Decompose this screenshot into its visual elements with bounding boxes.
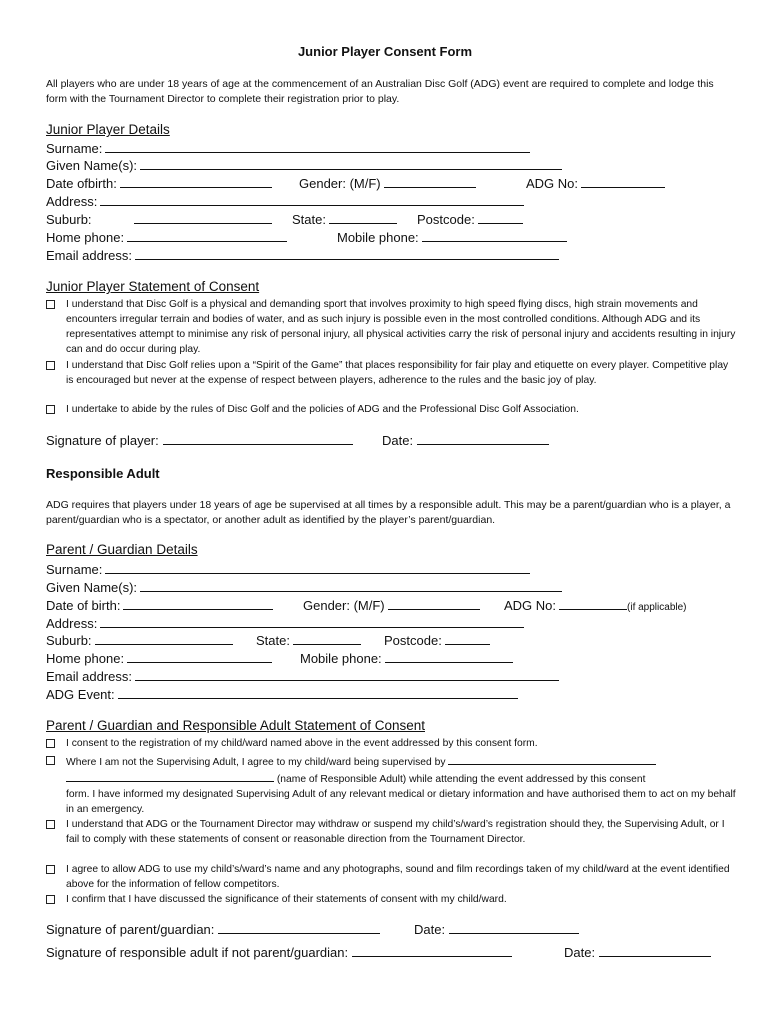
checkbox[interactable]	[46, 820, 55, 829]
date-label: Date:	[414, 922, 446, 937]
home-phone-line[interactable]	[127, 650, 272, 663]
signature-label: Signature of parent/guardian:	[46, 922, 215, 937]
adg-no-line[interactable]	[581, 175, 665, 188]
consent-text: I agree to allow ADG to use my child’s/ward’s name and any photographs, sound and film recordings taken of my child/ward at the event identified above for the information of fellow competitors.	[66, 864, 730, 890]
responsible-adult-text: ADG requires that players under 18 years of age be supervised at all times by a responsible adult. This may be a parent/guardian who is a player, a parent/guardian who is a spectator, or another adult as identified by the player’s parent/guardian.	[46, 499, 731, 526]
form-title: Junior Player Consent Form	[297, 44, 473, 59]
junior-surname-field[interactable]	[46, 140, 530, 156]
parent-address-field[interactable]	[46, 615, 524, 631]
signature-line[interactable]	[163, 433, 353, 445]
junior-adg-no-field[interactable]	[526, 175, 665, 191]
adg-event-line[interactable]	[118, 686, 518, 699]
consent-text: I undertake to abide by the rules of Disc Golf and the policies of ADG and the Professional Disc Golf Association.	[66, 404, 579, 415]
checkbox[interactable]	[46, 405, 55, 414]
field-label: ADG Event:	[46, 687, 115, 702]
signature-line[interactable]	[352, 945, 512, 957]
address-line[interactable]	[100, 615, 524, 628]
parent-dob-field[interactable]	[46, 597, 273, 613]
surname-line[interactable]	[105, 561, 530, 574]
field-label: Gender: (M/F)	[299, 176, 381, 191]
field-label: Postcode:	[384, 633, 442, 648]
responsible-adult-name-line-2[interactable]	[66, 770, 274, 782]
given-names-line[interactable]	[140, 579, 562, 592]
parent-consent-item-4	[46, 862, 736, 892]
parent-consent-heading: Parent / Guardian and Responsible Adult Statement of Consent	[46, 718, 425, 733]
junior-consent-heading: Junior Player Statement of Consent	[46, 279, 260, 294]
parent-email-field[interactable]	[46, 668, 559, 684]
checkbox[interactable]	[46, 865, 55, 874]
date-line[interactable]	[417, 433, 549, 445]
date-line[interactable]	[599, 945, 711, 957]
checkbox[interactable]	[46, 300, 55, 309]
consent-text: I understand that Disc Golf relies upon a “Spirit of the Game” that places responsibility for fair play and etiquette on every player. Competitive play is encouraged but never at the expense of respect between players, adherence to the rules and the basic joy of play.	[66, 360, 729, 386]
given-names-line[interactable]	[140, 157, 562, 170]
responsible-adult-name-line[interactable]	[448, 753, 656, 765]
postcode-line[interactable]	[478, 211, 523, 224]
field-label: Date of birth:	[46, 598, 121, 613]
mobile-phone-line[interactable]	[385, 650, 513, 663]
field-label: Mobile phone:	[300, 651, 382, 666]
date-line[interactable]	[449, 922, 579, 934]
consent-text-end: form. I have informed my designated Supervising Adult of any relevant medical or dietary information and have authorised them to act on my behalf in an emergency.	[66, 789, 736, 815]
gender-line[interactable]	[384, 175, 476, 188]
suburb-line[interactable]	[134, 211, 272, 224]
junior-details-heading: Junior Player Details	[46, 122, 170, 137]
junior-state-field[interactable]	[292, 211, 397, 227]
checkbox[interactable]	[46, 361, 55, 370]
field-label: Home phone:	[46, 230, 125, 245]
junior-consent-item-1	[46, 297, 736, 357]
consent-text: I understand that ADG or the Tournament Director may withdraw or suspend my child’s/ward’s registration should they, the Supervising Adult, or I fail to comply with these statements of consent or reasonable direction from the Tournament Director.	[66, 819, 725, 845]
state-line[interactable]	[329, 211, 397, 224]
parent-mobile-phone-field[interactable]	[300, 650, 513, 666]
parent-home-phone-field[interactable]	[46, 650, 272, 666]
field-label: State:	[292, 212, 326, 227]
field-label: Surname:	[46, 562, 103, 577]
parent-consent-item-3	[46, 817, 736, 847]
parent-state-field[interactable]	[256, 632, 361, 648]
field-label: Suburb:	[46, 212, 92, 227]
adg-no-line[interactable]	[559, 597, 627, 610]
home-phone-line[interactable]	[127, 229, 287, 242]
junior-postcode-field[interactable]	[417, 211, 523, 227]
signature-label: Signature of player:	[46, 433, 159, 448]
field-label: Suburb:	[46, 633, 92, 648]
signature-label: Signature of responsible adult if not parent/guardian:	[46, 945, 349, 960]
junior-suburb-field[interactable]	[46, 211, 272, 227]
consent-text-start: Where I am not the Supervising Adult, I agree to my child/ward being supervised by	[66, 757, 446, 768]
suburb-line[interactable]	[95, 632, 233, 645]
junior-gender-field[interactable]	[299, 175, 476, 191]
junior-home-phone-field[interactable]	[46, 229, 287, 245]
parent-consent-item-2	[46, 753, 736, 817]
field-label: Email address:	[46, 669, 132, 684]
field-label: ADG No:	[526, 176, 579, 191]
parent-surname-field[interactable]	[46, 561, 530, 577]
email-line[interactable]	[135, 668, 559, 681]
parent-given-names-field[interactable]	[46, 579, 562, 595]
field-label: Address:	[46, 616, 98, 631]
junior-address-field[interactable]	[46, 193, 524, 209]
junior-given-names-field[interactable]	[46, 157, 562, 173]
responsible-adult-date-field[interactable]	[564, 945, 711, 960]
junior-consent-item-3	[46, 402, 736, 417]
parent-signature-field[interactable]	[46, 922, 380, 937]
parent-date-field[interactable]	[414, 922, 579, 937]
field-label: Surname:	[46, 141, 103, 156]
address-line[interactable]	[100, 193, 524, 206]
signature-line[interactable]	[218, 922, 380, 934]
parent-adg-event-field[interactable]	[46, 686, 518, 702]
field-label: Address:	[46, 194, 98, 209]
junior-email-field[interactable]	[46, 247, 559, 263]
parent-details-heading: Parent / Guardian Details	[46, 542, 198, 557]
consent-text	[66, 753, 736, 817]
gender-line[interactable]	[388, 597, 480, 610]
if-applicable-note: (if applicable)	[627, 602, 687, 613]
dob-line[interactable]	[123, 597, 273, 610]
date-label: Date:	[382, 433, 414, 448]
parent-consent-item-5	[46, 892, 736, 907]
dob-line[interactable]	[120, 175, 272, 188]
player-date-field[interactable]	[382, 433, 549, 448]
junior-mobile-phone-field[interactable]	[337, 229, 567, 245]
field-label: Date ofbirth:	[46, 176, 117, 191]
junior-consent-item-2	[46, 358, 736, 388]
state-line[interactable]	[293, 632, 361, 645]
consent-text: I consent to the registration of my child/ward named above in the event addressed by this consent form.	[66, 738, 538, 749]
consent-text: I confirm that I have discussed the significance of their statements of consent with my child/ward.	[66, 894, 507, 905]
field-label: State:	[256, 633, 290, 648]
junior-dob-field[interactable]	[46, 175, 272, 191]
responsible-adult-heading: Responsible Adult	[46, 466, 160, 481]
responsible-adult-signature-field[interactable]	[46, 945, 512, 960]
checkbox[interactable]	[46, 756, 55, 765]
consent-text: I understand that Disc Golf is a physical and demanding sport that involves proximity to high speed flying discs, high strain movements and encounters irregular terrain and bodies of water, and as such injury is possible even in the most controlled conditions. Although ADG and its representatives attempt to minimise any risk of personal injury, all physical activities carry the risk of personal injury and accidents resulting in injury can and do occur during play.	[66, 299, 736, 355]
parent-consent-item-1	[46, 736, 736, 751]
email-line[interactable]	[135, 247, 559, 260]
field-label: Postcode:	[417, 212, 475, 227]
field-label: ADG No:	[504, 598, 557, 613]
parent-gender-field[interactable]	[303, 597, 480, 613]
parent-adg-no-field[interactable]	[504, 597, 687, 613]
postcode-line[interactable]	[445, 632, 490, 645]
mobile-phone-line[interactable]	[422, 229, 567, 242]
intro-text: All players who are under 18 years of age at the commencement of an Australian Disc Golf (ADG) event are required to complete and lodge this form with the Tournament Director to complete their registration prior to play.	[46, 78, 714, 105]
field-label: Email address:	[46, 248, 132, 263]
parent-postcode-field[interactable]	[384, 632, 490, 648]
checkbox[interactable]	[46, 739, 55, 748]
surname-line[interactable]	[105, 140, 530, 153]
checkbox[interactable]	[46, 895, 55, 904]
date-label: Date:	[564, 945, 596, 960]
parent-suburb-field[interactable]	[46, 632, 233, 648]
consent-text-mid: (name of Responsible Adult) while attending the event addressed by this consent	[276, 774, 646, 785]
field-label: Gender: (M/F)	[303, 598, 385, 613]
player-signature-field[interactable]	[46, 433, 353, 448]
field-label: Home phone:	[46, 651, 125, 666]
field-label: Mobile phone:	[337, 230, 419, 245]
field-label: Given Name(s):	[46, 580, 138, 595]
field-label: Given Name(s):	[46, 158, 138, 173]
